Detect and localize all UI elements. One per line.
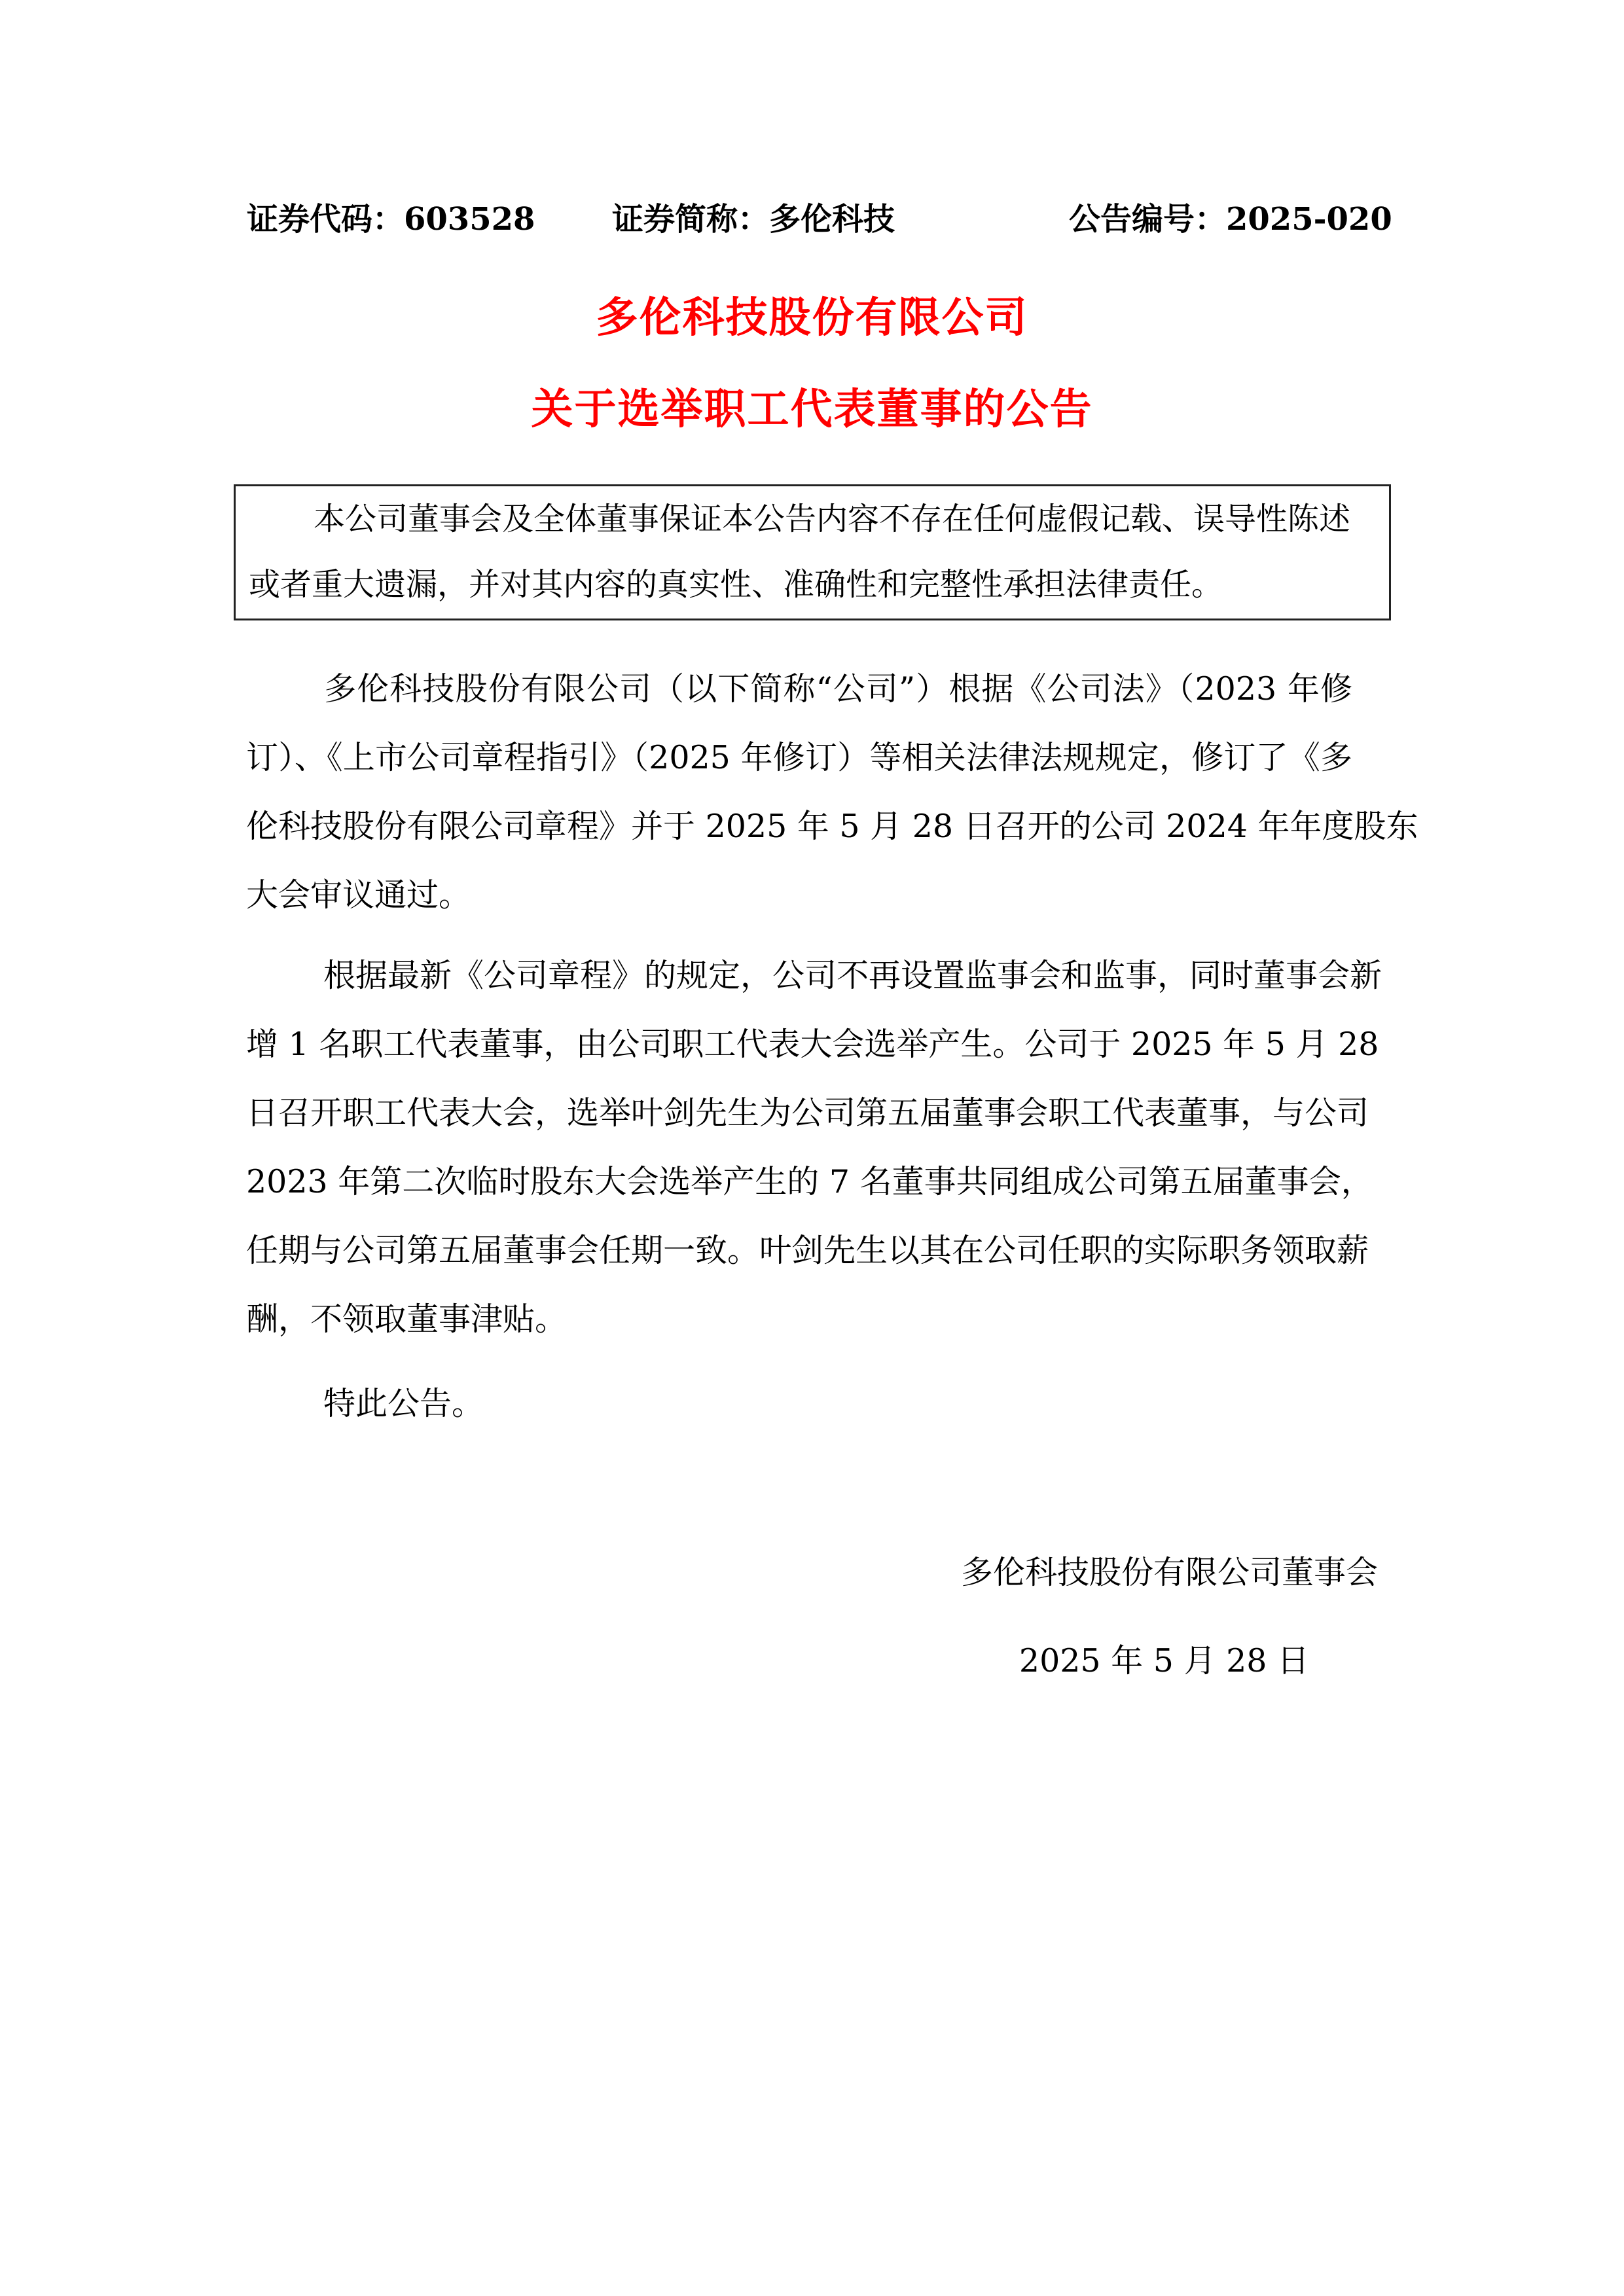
announcement-number: 公告编号：2025-020 (1069, 201, 1392, 238)
body-paragraph-1 (246, 655, 1418, 929)
document-header (247, 196, 1392, 242)
disclaimer-line-1: 本公司董事会及全体董事保证本公告内容不存在任何虚假记载、误导性陈述 (314, 501, 1351, 537)
paragraph-line: 酬，不领取董事津贴。 (246, 1300, 568, 1338)
paragraph-line: 伦科技股份有限公司章程》并于 2025 年 5 月 28 日召开的公司 2024 年年度股东 (246, 808, 1418, 845)
paragraph-line: 根据最新《公司章程》的规定，公司不再设置监事会和监事，同时董事会新 (323, 957, 1382, 994)
announcement-title: 关于选举职工代表董事的公告 (531, 386, 1093, 434)
company-title: 多伦科技股份有限公司 (596, 294, 1028, 342)
paragraph-line: 订）、《上市公司章程指引》（2025 年修订）等相关法律法规规定，修订了《多 (246, 739, 1352, 776)
issuer-signature: 多伦科技股份有限公司董事会 (960, 1554, 1378, 1591)
disclaimer-box (234, 484, 1391, 620)
closing-statement: 特此公告。 (323, 1385, 484, 1422)
paragraph-line: 多伦科技股份有限公司（以下简称“公司”）根据《公司法》（2023 年修 (323, 670, 1352, 708)
paragraph-line: 大会审议通过。 (246, 876, 471, 914)
stock-code: 证券代码：603528 (247, 201, 535, 238)
paragraph-line: 日召开职工代表大会，选举叶剑先生为公司第五届董事会职工代表董事，与公司 (246, 1094, 1369, 1132)
paragraph-line: 增 1 名职工代表董事，由公司职工代表大会选举产生。公司于 2025 年 5 月 28 (246, 1026, 1379, 1063)
body-paragraph-2 (246, 941, 1382, 1354)
stock-short-name: 证券简称：多伦科技 (612, 201, 895, 238)
signature-date: 2025 年 5 月 28 日 (1019, 1642, 1309, 1679)
paragraph-line: 2023 年第二次临时股东大会选举产生的 7 名董事共同组成公司第五届董事会， (246, 1163, 1373, 1200)
paragraph-line: 任期与公司第五届董事会任期一致。叶剑先生以其在公司任职的实际职务领取薪 (246, 1232, 1369, 1269)
disclaimer-line-2: 或者重大遗漏，并对其内容的真实性、准确性和完整性承担法律责任。 (249, 566, 1223, 603)
